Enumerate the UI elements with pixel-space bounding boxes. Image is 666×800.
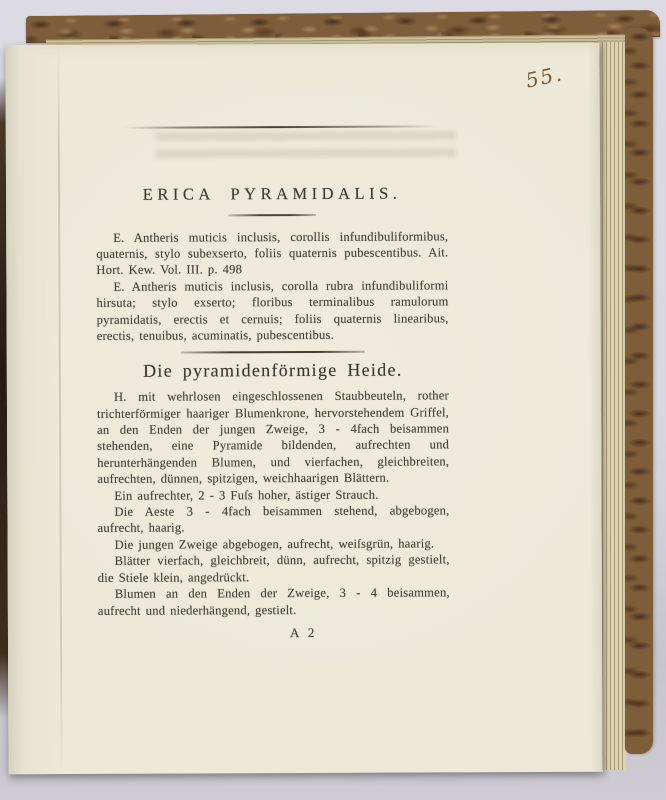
german-heading: Die pyramidenförmige Heide. [143,359,403,381]
german-description-paragraph: Blätter vierfach, gleichbreit, dünn, aufrecht, spitzig gestielt, die Stiele klein, angedrückt. [97,552,450,585]
latin-diagnosis-paragraph: E. Antheris muticis inclusis, corolla rubra infundibuliformi hirsuta; stylo exserto; floribus terminalibus ramulorum pyramidatis, erectis et cernuis; foliis quaternis linearibus, erectis, tenuibus, acuminatis, pubescentibus. [96,278,449,343]
latin-diagnosis-paragraph: E. Antheris muticis inclusis, corollis infundibuliformibus, quaternis, stylo subexserto, foliis quaternis pubescentibus. Ait. Hort. Kew. Vol. III. p. 498 [96,228,449,278]
german-description-paragraph: Die jungen Zweige abgebogen, aufrecht, weiſsgrün, haarig. [114,536,435,552]
species-title: ERICA PYRAMIDALIS. [142,183,402,204]
book-cover-right-edge [625,28,653,754]
handwritten-page-number: 55. [523,61,566,93]
page-text-block [96,183,450,641]
german-description-paragraph: Ein aufrechter, 2 - 3 Fuſs hoher, ästiger Strauch. [114,487,379,503]
section-rule [181,351,365,354]
title-rule [228,214,316,216]
verso-show-through [156,131,456,166]
german-description-paragraph: Blumen an den Enden der Zweige, 3 - 4 beisammen, aufrecht und niederhängend, gestielt. [97,585,450,618]
german-description-paragraph: H. mit wehrlosen eingeschlossenen Staubbeuteln, rother trichterförmiger haariger Blumenkrone, hervorstehendem Griffel, an den Enden der jungen Zweige, 3 - 4fach beisammen stehenden, eine Pyramide bildenden, aufrechten und herunterhängenden Blumen, und vierfachen, gleichbreiten, aufrechten, dünnen, spitzigen, weichhaarigen Blättern. [96,388,450,487]
german-description-paragraph: Die Aeste 3 - 4fach beisammen stehend, abgebogen, aufrecht, haarig. [97,503,450,536]
book-page [5,43,602,775]
signature-mark: A 2 [289,624,318,640]
header-rule [124,125,438,128]
